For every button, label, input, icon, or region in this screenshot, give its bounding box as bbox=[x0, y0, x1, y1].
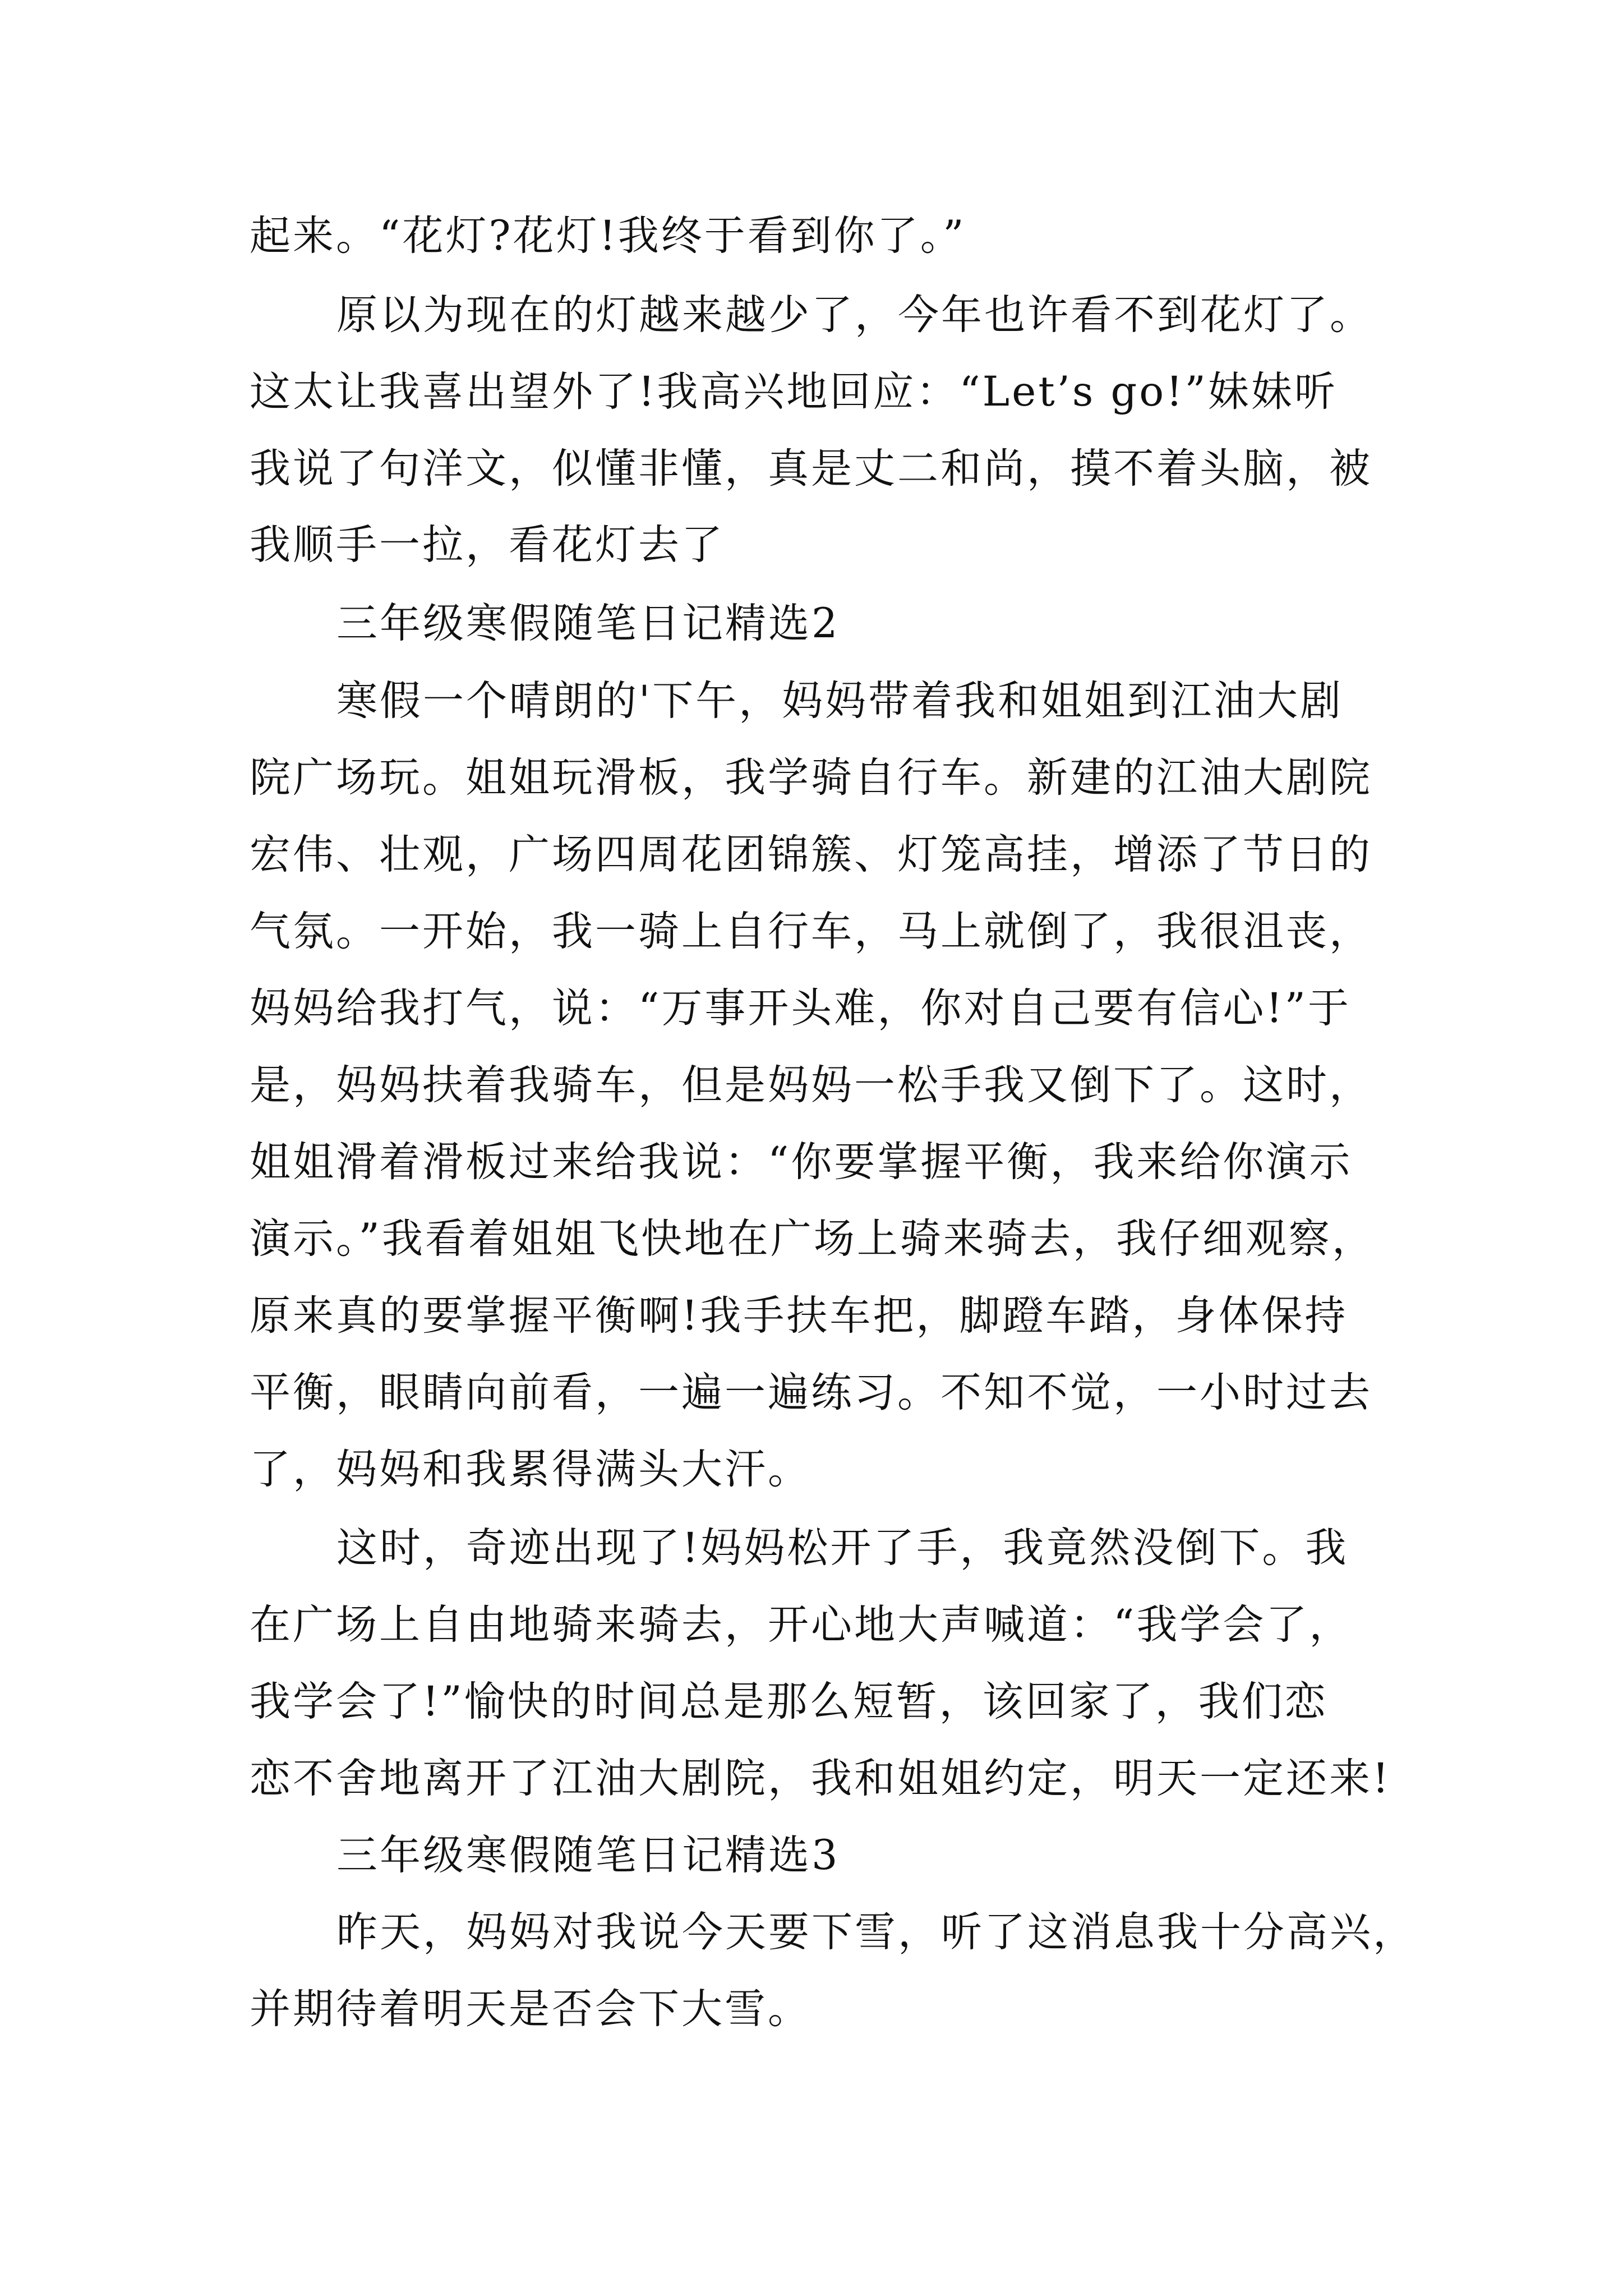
text-line: 院广场玩。姐姐玩滑板，我学骑自行车。新建的江油大剧院 bbox=[250, 754, 1372, 802]
text-line: 我顺手一拉，看花灯去了 bbox=[250, 521, 725, 569]
text-line: 寒假一个晴朗的'下午，妈妈带着我和姐姐到江油大剧 bbox=[336, 677, 1344, 725]
text-line: 姐姐滑着滑板过来给我说：“你要掌握平衡，我来给你演示 bbox=[250, 1138, 1353, 1186]
text-line: 昨天，妈妈对我说今天要下雪，听了这消息我十分高兴， bbox=[336, 1908, 1416, 1956]
text-line: 恋不舍地离开了江油大剧院，我和姐姐约定，明天一定还来! bbox=[250, 1755, 1391, 1802]
text-line: 在广场上自由地骑来骑去，开心地大声喊道：“我学会了， bbox=[250, 1601, 1353, 1649]
text-line: 气氛。一开始，我一骑上自行车，马上就倒了，我很沮丧， bbox=[250, 908, 1372, 955]
text-line: 妈妈给我打气，说：“万事开头难，你对自己要有信心!”于 bbox=[250, 984, 1351, 1032]
text-line: 这太让我喜出望外了!我高兴地回应：“Let’s go!”妹妹听 bbox=[250, 368, 1338, 416]
section-heading: 三年级寒假随笔日记精选2 bbox=[336, 600, 840, 647]
text-line: 并期待着明天是否会下大雪。 bbox=[250, 1985, 811, 2033]
text-line: 起来。“花灯?花灯!我终于看到你了。” bbox=[250, 212, 966, 260]
text-line: 宏伟、壮观，广场四周花团锦簇、灯笼高挂，增添了节日的 bbox=[250, 831, 1372, 878]
text-line: 平衡，眼睛向前看，一遍一遍练习。不知不觉，一小时过去 bbox=[250, 1369, 1372, 1416]
text-line: 演示。”我看着姐姐飞快地在广场上骑来骑去，我仔细观察， bbox=[250, 1215, 1375, 1263]
text-line: 了，妈妈和我累得满头大汗。 bbox=[250, 1446, 811, 1493]
text-line: 这时，奇迹出现了!妈妈松开了手，我竟然没倒下。我 bbox=[336, 1524, 1349, 1572]
text-line: 我学会了!”愉快的时间总是那么短暂，该回家了，我们恋 bbox=[250, 1678, 1328, 1726]
text-line: 原以为现在的灯越来越少了，今年也许看不到花灯了。 bbox=[336, 291, 1373, 339]
section-heading: 三年级寒假随笔日记精选3 bbox=[336, 1832, 840, 1879]
text-line: 我说了句洋文，似懂非懂，真是丈二和尚，摸不着头脑，被 bbox=[250, 445, 1372, 493]
text-line: 是，妈妈扶着我骑车，但是妈妈一松手我又倒下了。这时， bbox=[250, 1061, 1372, 1109]
text-line: 原来真的要掌握平衡啊!我手扶车把，脚蹬车踏，身体保持 bbox=[250, 1292, 1348, 1340]
